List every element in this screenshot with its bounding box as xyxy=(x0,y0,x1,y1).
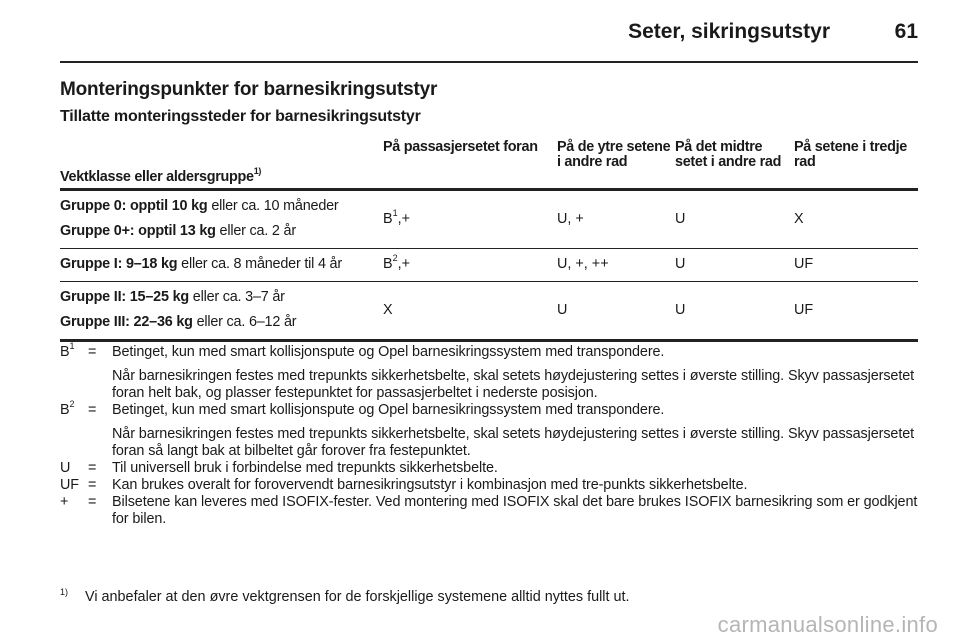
column-header-middle-second-row: På det midtre setet i andre rad xyxy=(675,139,782,170)
legend-equals: = xyxy=(88,477,97,493)
outer-second-row-cell: U, + xyxy=(557,210,584,227)
cell-code-suffix: ,+ xyxy=(397,256,411,272)
weight-class-name: Gruppe 0: opptil 10 kg xyxy=(60,197,208,214)
legend-symbol-text: + xyxy=(60,494,69,510)
legend-symbol-text: U xyxy=(60,460,71,476)
third-row-cell: X xyxy=(794,210,804,227)
cell-code-suffix: ,+ xyxy=(397,210,411,227)
legend-symbol xyxy=(60,494,88,528)
legend-description xyxy=(112,494,920,528)
footnote xyxy=(60,589,629,607)
weight-class-line xyxy=(60,196,383,217)
legend-item xyxy=(60,341,920,402)
watermark: carmanualsonline.info xyxy=(717,612,938,637)
middle-second-row-cell: U xyxy=(675,301,686,318)
legend-symbol-text: UF xyxy=(60,477,79,493)
legend-description xyxy=(112,477,920,494)
legend-symbol xyxy=(60,477,88,494)
legend-symbol-text: B xyxy=(60,344,70,360)
cell-code-superscript: 1 xyxy=(392,207,398,218)
legend-item xyxy=(60,494,920,528)
weight-class-cell xyxy=(60,281,383,340)
weight-class-name: Gruppe II: 15–25 kg xyxy=(60,288,189,305)
weight-class-line xyxy=(60,254,383,275)
legend-paragraph: Til universell bruk i forbindelse med trepunkts sikkerhetsbelte. xyxy=(112,460,498,476)
column-header-third-row: På setene i tredje rad xyxy=(794,139,907,170)
section-title: Monteringspunkter for barnesikringsutstyr xyxy=(60,79,438,100)
weight-class-name: Gruppe I: 9–18 kg xyxy=(60,255,178,272)
column-header-label: Vektklasse eller aldersgruppe xyxy=(60,168,254,185)
legend-symbol xyxy=(60,341,88,402)
middle-second-row-cell: U xyxy=(675,256,686,272)
middle-second-row-cell: U xyxy=(675,210,686,227)
column-header-weight-class xyxy=(60,140,383,189)
table-row xyxy=(60,189,918,248)
legend-paragraph: Når barnesikringen festes med trepunkts sikkerhetsbelte, skal setets høydejustering settes i øverste stilling. Skyv passasjersetet foran helt bak, og plasser festepunktet for passasjerbeltet i nederste posisjon. xyxy=(112,368,915,401)
footnote-text: Vi anbefaler at den øvre vektgrensen for de forskjellige systemene alltid nyttes fullt ut. xyxy=(85,589,630,605)
legend-paragraph: Bilsetene kan leveres med ISOFIX-fester. Ved montering med ISOFIX skal det bare brukes ISOFIX barnesikring som er godkjent for bilen. xyxy=(112,494,918,527)
legend-equals: = xyxy=(88,344,97,360)
mounting-positions-table xyxy=(60,140,918,342)
table-body xyxy=(60,189,918,340)
table-header-row xyxy=(60,140,918,189)
legend-paragraph: Betinget, kun med smart kollisjonspute og Opel barnesikringssystem med transpondere. xyxy=(112,402,665,418)
third-row-cell: UF xyxy=(794,256,814,272)
weight-class-line xyxy=(60,287,383,308)
legend-paragraph: Når barnesikringen festes med trepunkts sikkerhetsbelte, skal setets høydejustering settes i øverste stilling. Skyv passasjersetet foran så langt bak at bilbeltet går forover fra festepunktet. xyxy=(112,426,915,459)
front-passenger-cell xyxy=(383,281,557,340)
weight-class-cell xyxy=(60,248,383,281)
weight-class-name: Gruppe 0+: opptil 13 kg xyxy=(60,222,216,239)
legend xyxy=(60,341,920,528)
legend-paragraph: Kan brukes overalt for forovervendt barnesikringsutstyr i kombinasjon med tre-punkts sikkerhetsbelte. xyxy=(112,477,748,493)
page-number: 61 xyxy=(894,20,918,43)
legend-description xyxy=(112,460,920,477)
weight-class-age: eller ca. 10 måneder xyxy=(207,197,339,214)
weight-class-age: eller ca. 2 år xyxy=(215,222,296,239)
legend-paragraph: Betinget, kun med smart kollisjonspute og Opel barnesikringssystem med transpondere. xyxy=(112,344,665,360)
legend-equals: = xyxy=(88,402,97,418)
front-passenger-cell xyxy=(383,189,557,248)
running-header-title: Seter, sikringsutstyr xyxy=(628,20,830,43)
outer-second-row-cell: U, +, ++ xyxy=(557,256,609,272)
legend-symbol-superscript: 1 xyxy=(69,341,75,352)
outer-second-row-cell: U xyxy=(557,301,568,318)
weight-class-name: Gruppe III: 22–36 kg xyxy=(60,313,193,330)
header-rule xyxy=(60,61,918,63)
weight-class-line xyxy=(60,312,383,333)
table-row xyxy=(60,248,918,281)
weight-class-cell xyxy=(60,189,383,248)
footnote-mark: 1) xyxy=(60,587,69,597)
legend-description xyxy=(112,344,920,402)
weight-class-line xyxy=(60,221,383,242)
legend-item xyxy=(60,477,920,494)
legend-symbol xyxy=(60,460,88,477)
front-passenger-cell xyxy=(383,248,557,281)
table-row xyxy=(60,281,918,340)
legend-equals: = xyxy=(88,460,97,476)
weight-class-age: eller ca. 3–7 år xyxy=(188,288,285,305)
legend-description xyxy=(112,402,920,460)
weight-class-age: eller ca. 6–12 år xyxy=(192,313,297,330)
legend-symbol-text: B xyxy=(60,402,70,418)
column-header-front-passenger: På passasjersetet foran xyxy=(383,139,538,155)
table-title: Tillatte monteringssteder for barnesikringsutstyr xyxy=(60,108,421,125)
cell-code: B xyxy=(383,256,393,272)
legend-symbol xyxy=(60,399,88,460)
third-row-cell: UF xyxy=(794,301,814,318)
legend-item xyxy=(60,460,920,477)
cell-code: X xyxy=(383,301,393,318)
column-header-outer-second-row: På de ytre setene i andre rad xyxy=(557,139,671,170)
legend-symbol-superscript: 2 xyxy=(69,399,75,410)
cell-code-superscript: 2 xyxy=(392,253,398,264)
legend-equals: = xyxy=(88,494,97,510)
weight-class-age: eller ca. 8 måneder til 4 år xyxy=(177,255,342,272)
cell-code: B xyxy=(383,210,393,227)
footnote-reference: 1) xyxy=(253,165,262,176)
legend-item xyxy=(60,399,920,460)
